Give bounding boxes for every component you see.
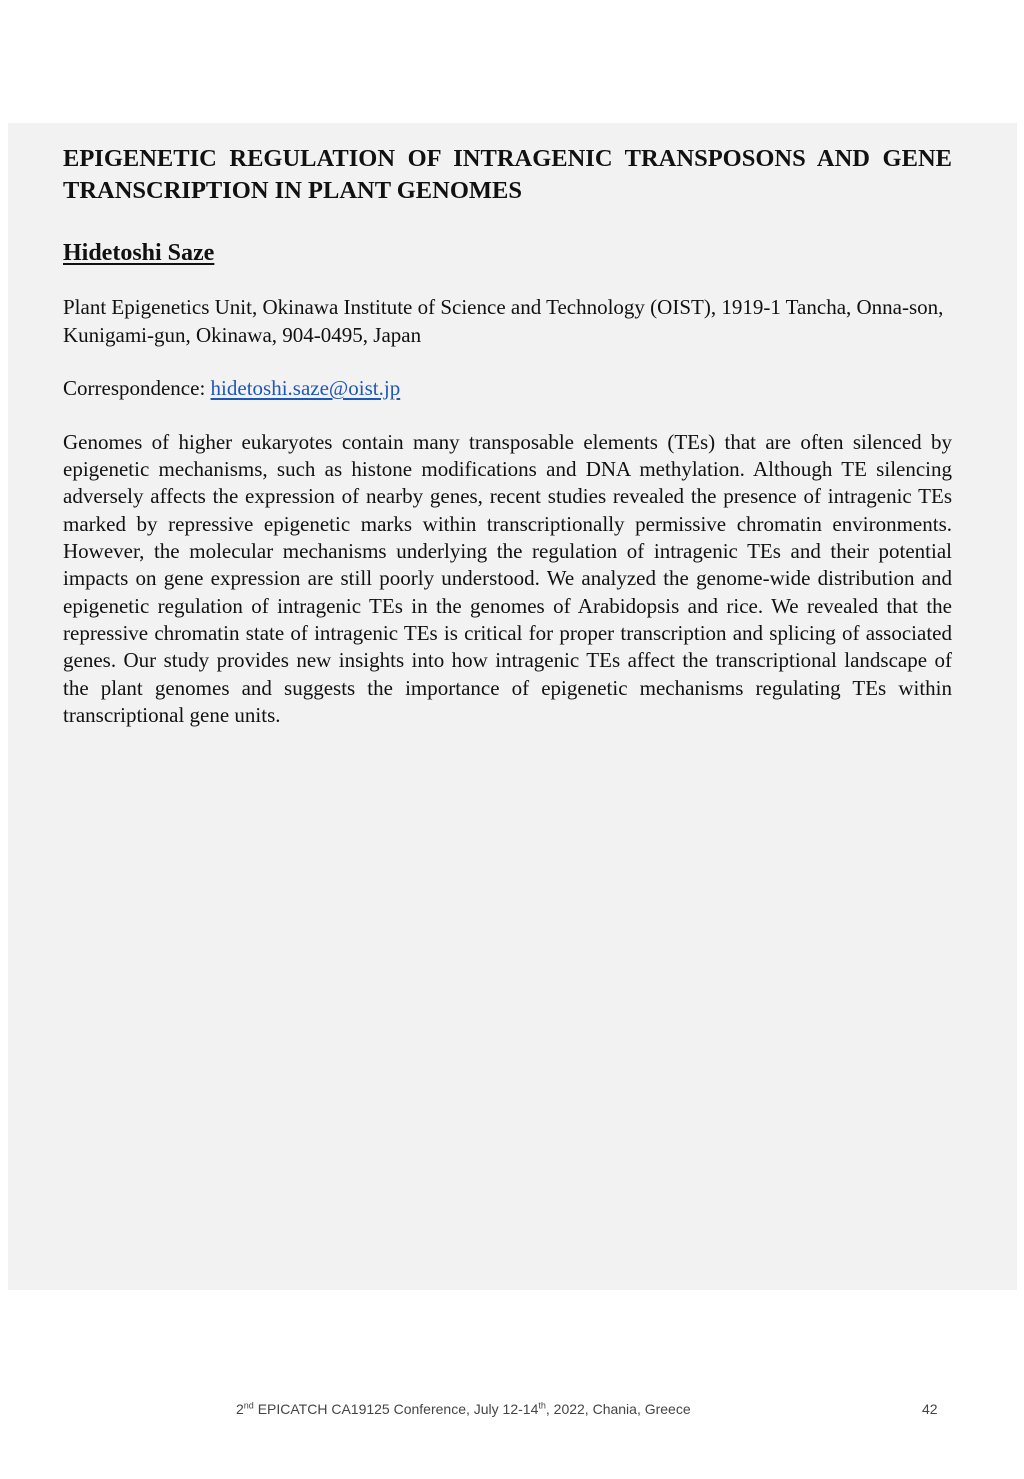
footer-conference-text: EPICATCH CA19125 Conference, July 12-14	[253, 1401, 539, 1417]
abstract-content	[63, 143, 952, 729]
page-footer	[0, 1401, 1024, 1421]
footer-edition-suffix: nd	[243, 1400, 254, 1411]
footer-edition-number: 2	[236, 1401, 244, 1417]
footer-date-suffix: th	[538, 1400, 546, 1411]
footer-date-location: , 2022, Chania, Greece	[545, 1401, 691, 1417]
footer-conference	[236, 1401, 691, 1417]
correspondence-line	[63, 375, 952, 403]
abstract-title: EPIGENETIC REGULATION OF INTRAGENIC TRANSPOSONS AND GENE TRANSCRIPTION IN PLANT GENOMES	[63, 145, 952, 204]
correspondence-label: Correspondence:	[63, 376, 211, 400]
abstract-body: Genomes of higher eukaryotes contain many transposable elements (TEs) that are often silenced by epigenetic mechanisms, such as histone modifications and DNA methylation. Although TE silencing adversely affects the expression of nearby genes, recent studies revealed the presence of intragenic TEs marked by repressive epigenetic marks within transcriptionally permissive chromatin environments. However, the molecular mechanisms underlying the regulation of intragenic TEs and their potential impacts on gene expression are still poorly understood. We analyzed the genome-wide distribution and epigenetic regulation of intragenic TEs in the genomes of Arabidopsis and rice. We revealed that the repressive chromatin state of intragenic TEs is critical for proper transcription and splicing of associated genes. Our study provides new insights into how intragenic TEs affect the transcriptional landscape of the plant genomes and suggests the importance of epigenetic mechanisms regulating TEs within transcriptional gene units.	[63, 429, 952, 727]
author-name: Hidetoshi Saze	[63, 240, 215, 266]
page-number: 42	[922, 1401, 938, 1417]
author-affiliation: Plant Epigenetics Unit, Okinawa Institute of Science and Technology (OIST), 1919-1 Tancha, Onna-son, Kunigami-gun, Okinawa, 904-0495, Japan	[63, 295, 944, 347]
correspondence-email-link[interactable]: hidetoshi.saze@oist.jp	[210, 376, 401, 400]
